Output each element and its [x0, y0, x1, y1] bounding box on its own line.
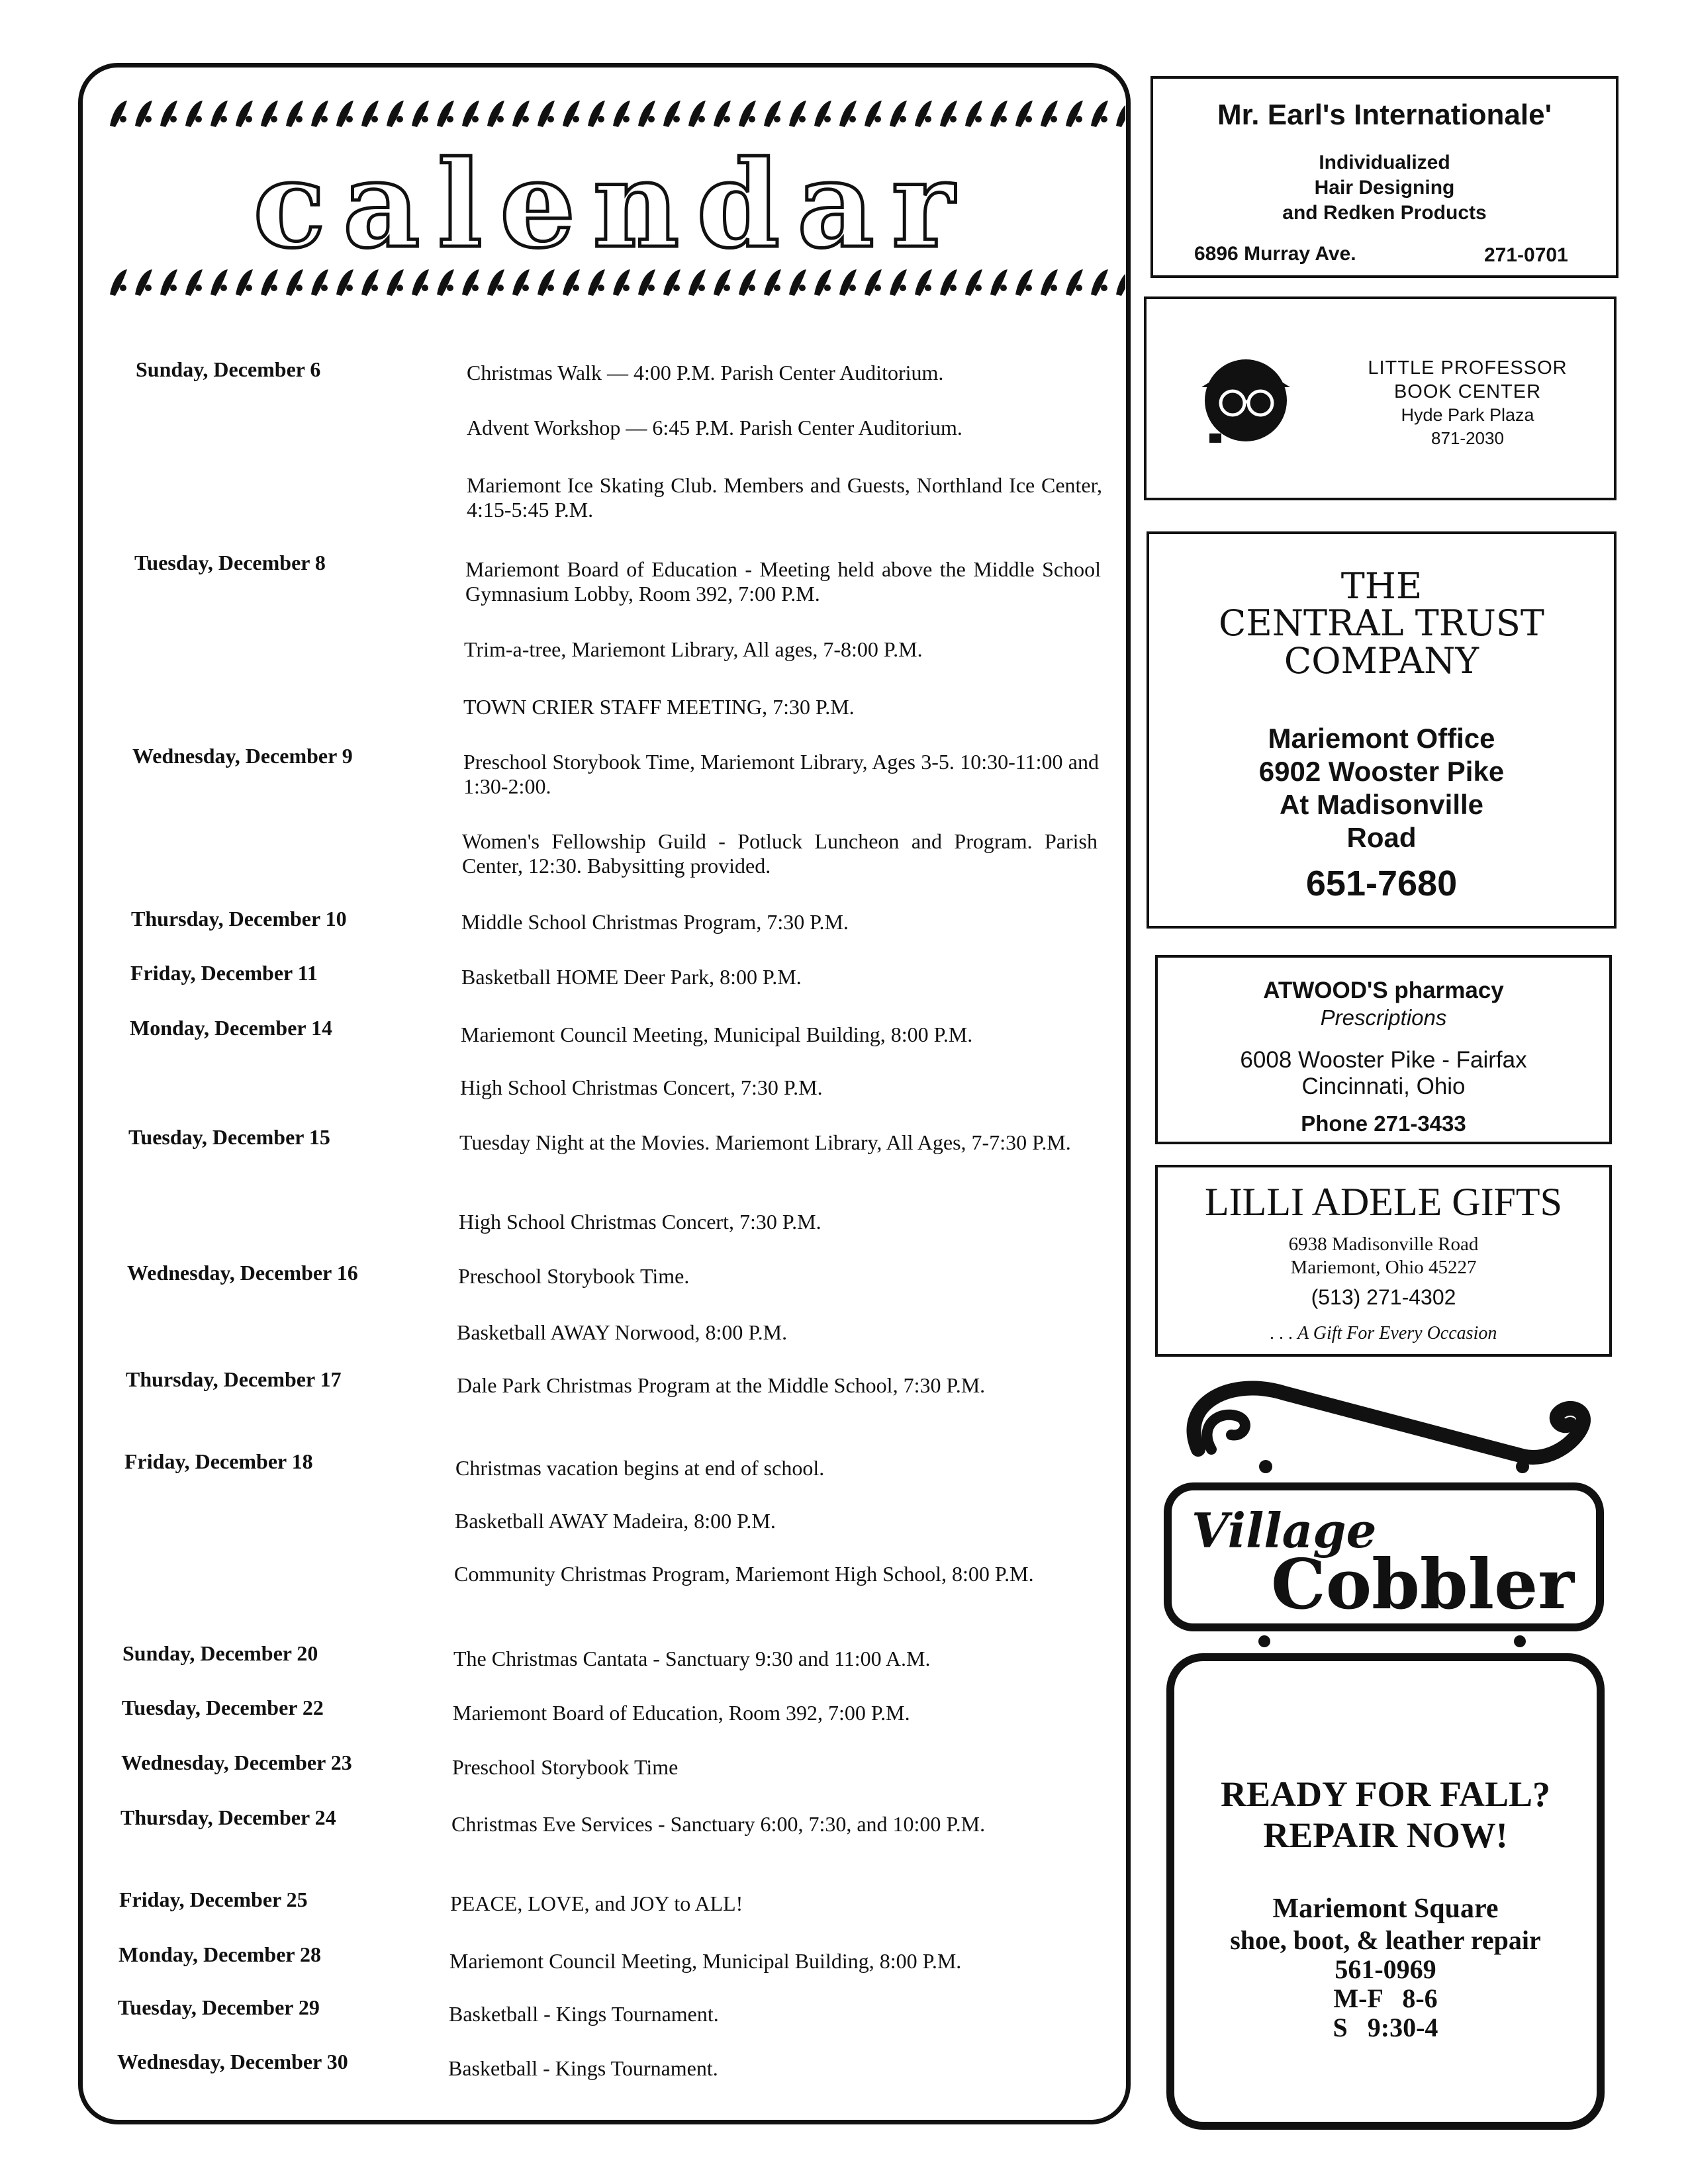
event-item: Dale Park Christmas Program at the Middle School, 7:30 P.M.	[457, 1373, 986, 1397]
ad-central-trust-at: At Madisonville	[1279, 789, 1484, 820]
owl-glasses-icon	[1196, 349, 1295, 448]
calendar-title: calendar	[253, 135, 972, 275]
event-day: Tuesday, December 29	[118, 1995, 320, 2019]
ad-lilli-address: 6938 Madisonville Road	[1288, 1234, 1479, 1255]
ad-central-trust-office: Mariemont Office	[1268, 723, 1495, 754]
ad-central-trust-road: Road	[1346, 822, 1417, 853]
event-item: TOWN CRIER STAFF MEETING, 7:30 P.M.	[463, 695, 855, 719]
decorative-border-top	[106, 98, 1125, 130]
ad-central-trust-street: 6902 Wooster Pike	[1258, 756, 1505, 787]
event-day: Sunday, December 6	[136, 357, 321, 381]
sign-logo-panel	[1164, 1482, 1604, 1631]
ad-central-trust-name: CENTRAL TRUST	[1219, 602, 1544, 644]
event-item: Advent Workshop — 6:45 P.M. Parish Center Auditorium.	[467, 416, 962, 439]
event-day: Wednesday, December 23	[121, 1751, 352, 1774]
event-day: Thursday, December 24	[120, 1805, 336, 1829]
ad-central-trust	[1147, 531, 1617, 929]
event-item: Christmas Eve Services - Sanctuary 6:00, 7:30, and 10:00 P.M.	[451, 1812, 986, 1836]
ad-central-trust-phone: 651-7680	[1305, 864, 1458, 903]
sign-hours: M-F 8-6	[1333, 1983, 1438, 2013]
sign-logo-village: Village	[1192, 1502, 1377, 1559]
ad-atwoods-name: ATWOOD'S pharmacy	[1263, 978, 1504, 1003]
sign-logo-cobbler: Cobbler	[1271, 1543, 1575, 1625]
ad-mr-earls-address: 6896 Murray Ave.	[1194, 243, 1356, 265]
ad-little-professor-line: Hyde Park Plaza	[1401, 405, 1534, 425]
event-day: Friday, December 11	[130, 961, 318, 985]
ad-little-professor-line: LITTLE PROFESSOR	[1368, 357, 1568, 379]
ad-mr-earls-line: Hair Designing	[1314, 177, 1455, 199]
event-item: Preschool Storybook Time, Mariemont Library, Ages 3-5. 10:30-11:00 and 1:30-2:00.	[463, 750, 1099, 798]
ad-lilli-name: LILLI ADELE GIFTS	[1205, 1180, 1562, 1224]
sign-rings-icon	[1152, 1628, 1615, 1655]
event-item: Preschool Storybook Time.	[458, 1264, 690, 1288]
event-item: Basketball - Kings Tournament.	[449, 2002, 719, 2026]
event-day: Monday, December 14	[130, 1016, 333, 1040]
event-item: Women's Fellowship Guild - Potluck Luncheon and Program. Parish Center, 12:30. Babysitting provided.	[462, 829, 1098, 878]
ad-lilli-address: Mariemont, Ohio 45227	[1290, 1257, 1477, 1278]
event-item: Christmas Walk — 4:00 P.M. Parish Center Auditorium.	[467, 361, 944, 385]
event-item: Middle School Christmas Program, 7:30 P.M.	[461, 910, 849, 934]
ad-atwoods-phone: Phone 271-3433	[1301, 1111, 1466, 1136]
event-item: Mariemont Board of Education - Meeting held above the Middle School Gymnasium Lobby, Room 392, 7:00 P.M.	[465, 557, 1101, 606]
event-day: Thursday, December 10	[131, 907, 347, 931]
event-item: Christmas vacation begins at end of school.	[455, 1456, 825, 1480]
sign-phone: 561-0969	[1335, 1954, 1436, 1984]
sign-headline: REPAIR NOW!	[1263, 1815, 1508, 1855]
event-item: Trim-a-tree, Mariemont Library, All ages, 7-8:00 P.M.	[464, 637, 923, 661]
event-item: The Christmas Cantata - Sanctuary 9:30 and 11:00 A.M.	[453, 1647, 931, 1670]
event-item: Mariemont Board of Education, Room 392, 7:00 P.M.	[453, 1701, 910, 1725]
sign-main-panel	[1166, 1653, 1605, 2130]
ad-mr-earls-name: Mr. Earl's Internationale'	[1217, 99, 1552, 131]
event-item: Basketball - Kings Tournament.	[448, 2056, 718, 2080]
ad-atwoods-pharmacy	[1155, 955, 1612, 1144]
event-item: Basketball AWAY Norwood, 8:00 P.M.	[457, 1320, 788, 1344]
event-day: Thursday, December 17	[126, 1367, 342, 1391]
ad-little-professor-phone: 871-2030	[1431, 428, 1504, 448]
ad-village-cobbler	[1152, 1363, 1615, 2151]
event-item: Preschool Storybook Time	[452, 1755, 679, 1779]
event-item: High School Christmas Concert, 7:30 P.M.	[460, 1075, 823, 1099]
event-item: Mariemont Council Meeting, Municipal Building, 8:00 P.M.	[449, 1949, 962, 1973]
event-item: High School Christmas Concert, 7:30 P.M.	[459, 1210, 821, 1234]
decorative-border-bottom	[106, 267, 1125, 298]
event-day: Wednesday, December 30	[117, 2050, 348, 2073]
ad-central-trust-name: THE	[1340, 565, 1423, 607]
ad-mr-earls-line: and Redken Products	[1282, 202, 1487, 224]
event-day: Tuesday, December 22	[122, 1696, 324, 1719]
ad-lilli-adele	[1155, 1165, 1612, 1357]
sign-bracket-icon	[1152, 1363, 1615, 1496]
event-item: Mariemont Council Meeting, Municipal Building, 8:00 P.M.	[461, 1023, 973, 1046]
event-item: Community Christmas Program, Mariemont High School, 8:00 P.M.	[454, 1562, 1034, 1586]
event-day: Sunday, December 20	[122, 1641, 318, 1665]
ad-lilli-phone: (513) 271-4302	[1311, 1285, 1456, 1309]
sign-headline: READY FOR FALL?	[1221, 1774, 1550, 1814]
event-day: Monday, December 28	[118, 1942, 322, 1966]
sign-place: Mariemont Square	[1272, 1893, 1499, 1924]
ad-atwoods-address: 6008 Wooster Pike - Fairfax	[1240, 1047, 1527, 1073]
ad-atwoods-sub: Prescriptions	[1320, 1005, 1447, 1030]
ad-little-professor	[1144, 296, 1617, 500]
event-day: Friday, December 18	[124, 1449, 313, 1473]
ad-mr-earls-line: Individualized	[1319, 152, 1450, 173]
ad-central-trust-name: COMPANY	[1284, 640, 1479, 682]
ad-atwoods-address: Cincinnati, Ohio	[1301, 1073, 1466, 1099]
sign-hours: S 9:30-4	[1333, 2013, 1438, 2042]
event-day: Friday, December 25	[119, 1888, 308, 1911]
ad-little-professor-line: BOOK CENTER	[1393, 381, 1542, 402]
ad-mr-earls	[1150, 76, 1618, 278]
sign-services: shoe, boot, & leather repair	[1230, 1925, 1541, 1955]
event-day: Tuesday, December 8	[134, 551, 326, 574]
event-day: Tuesday, December 15	[128, 1125, 330, 1149]
ad-lilli-tagline: . . . A Gift For Every Occasion	[1270, 1323, 1497, 1343]
event-item: Basketball HOME Deer Park, 8:00 P.M.	[461, 965, 802, 989]
event-item: Tuesday Night at the Movies. Mariemont Library, All Ages, 7-7:30 P.M.	[459, 1130, 1071, 1154]
event-item: PEACE, LOVE, and JOY to ALL!	[450, 1891, 743, 1915]
event-item: Basketball AWAY Madeira, 8:00 P.M.	[455, 1509, 776, 1533]
event-item: Mariemont Ice Skating Club. Members and Guests, Northland Ice Center, 4:15-5:45 P.M.	[467, 473, 1102, 522]
event-day: Wednesday, December 16	[127, 1261, 358, 1285]
ad-mr-earls-phone: 271-0701	[1484, 244, 1568, 266]
event-day: Wednesday, December 9	[132, 744, 353, 768]
